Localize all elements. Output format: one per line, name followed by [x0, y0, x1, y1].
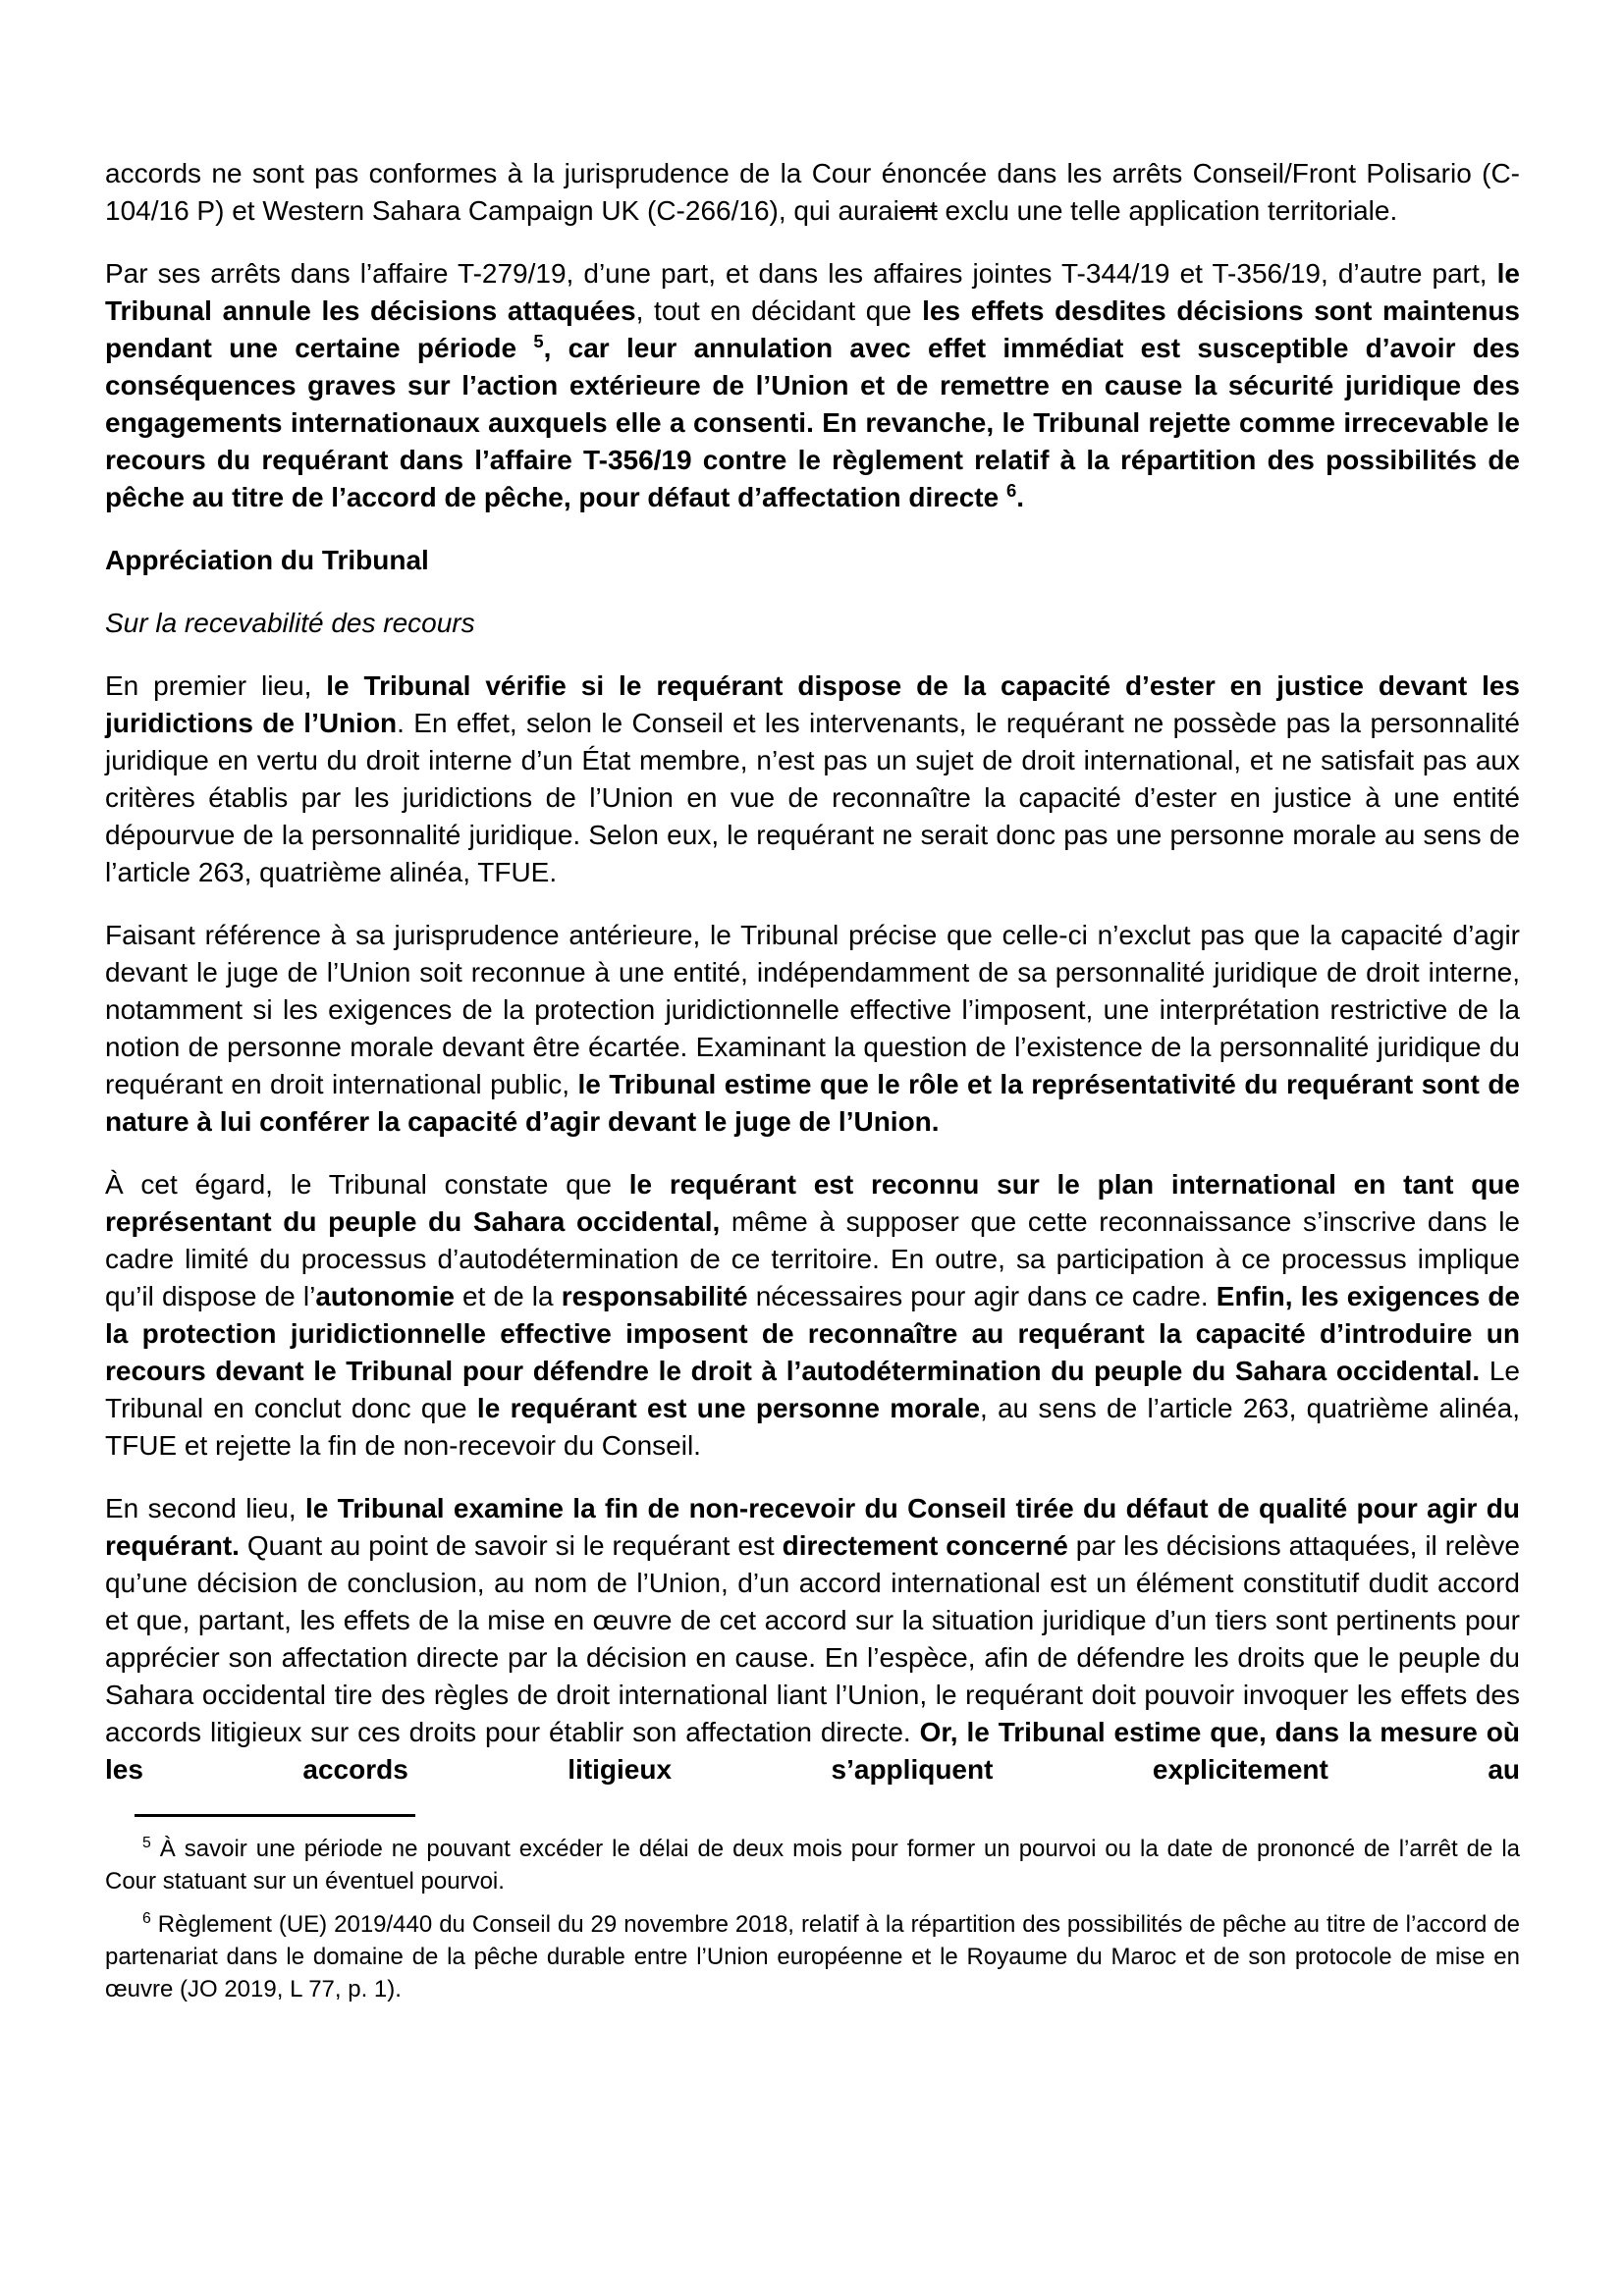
- footnote-separator: [135, 1814, 415, 1817]
- subsection-heading: [105, 605, 1520, 642]
- text-run: les effets desdites décisions sont maintenus pendant une certaine période: [105, 295, 1520, 363]
- paragraph: [105, 667, 1520, 891]
- text-run: Par ses arrêts dans l’affaire T-279/19, d’une part, et dans les affaires jointes T-344/19 et T-356/19, d’autre part,: [105, 258, 1497, 289]
- footnotes-section: [105, 1814, 1520, 2005]
- footnote: [105, 1908, 1520, 2005]
- paragraph: [105, 1490, 1520, 1789]
- text-run: . En effet, selon le Conseil et les intervenants, le requérant ne possède pas la personnalité juridique en vertu du droit interne d’un État membre, n’est pas un sujet de droit international, et ne satisfait pas aux critères établis par les juridictions de l’Union en vue de reconnaître la capacité d’ester en justice à une entité dépourvue de la personnalité juridique. Selon eux, le requérant ne serait donc pas une personne morale au sens de l’article 263, quatrième alinéa, TFUE.: [105, 708, 1520, 887]
- text-run: autonomie: [315, 1281, 455, 1311]
- text-run: Règlement (UE) 2019/440 du Conseil du 29 novembre 2018, relatif à la répartition des possibilités de pêche au titre de l’accord de partenariat dans le domaine de la pêche durable entre l’Union européenne et le Royaume du Maroc et de son protocole de mise en œuvre (JO 2019, L 77, p. 1).: [105, 1911, 1521, 2002]
- text-run: accords ne sont pas conformes à la jurisprudence de la Cour énoncée dans les arrêts Conseil/Front Polisario (C-104/16 P) et Western Sahara Campaign UK (C-266/16), qui aurai: [105, 158, 1520, 226]
- text-run: , au sens de l’article 263, quatrième alinéa, TFUE et rejette la fin de non-recevoir du Conseil.: [105, 1393, 1520, 1461]
- text-run: Or, le Tribunal estime que, dans la mesure où les accords litigieux s’appliquent explicitement au: [105, 1717, 1520, 1785]
- text-run: par les décisions attaquées, il relève qu’une décision de conclusion, au nom de l’Union, d’un accord international est un élément constitutif dudit accord et que, partant, les effets de la mise en œuvre de cet accord sur la situation juridique d’un tiers sont pertinents pour apprécier son affectation directe par la décision en cause. En l’espèce, afin de défendre les droits que le peuple du Sahara occidental tire des règles de droit international liant l’Union, le requérant doit pouvoir invoquer les effets des accords litigieux sur ces droits pour établir son affectation directe.: [105, 1530, 1520, 1747]
- text-run: exclu une telle application territoriale.: [937, 195, 1398, 226]
- text-run: Quant au point de savoir si le requérant est: [239, 1530, 783, 1561]
- paragraph: [105, 1166, 1520, 1465]
- text-run: et de la: [454, 1281, 562, 1311]
- footnote-marker: 6: [142, 1910, 151, 1928]
- text-run: nécessaires pour agir dans ce cadre.: [747, 1281, 1217, 1311]
- text-run: le Tribunal estime que le rôle et la représentativité du requérant sont de nature à lui conférer la capacité d’agir devant le juge de l’Union.: [105, 1069, 1520, 1137]
- text-run: En premier lieu,: [105, 670, 327, 701]
- text-run: Faisant référence à sa jurisprudence antérieure, le Tribunal précise que celle-ci n’exclut pas que la capacité d’agir devant le juge de l’Union soit reconnue à une entité, indépendamment de sa personnalité juridique de droit interne, notamment si les exigences de la protection juridictionnelle effective l’imposent, une interprétation restrictive de la notion de personne morale devant être écartée. Examinant la question de l’existence de la personnalité juridique du requérant en droit international public,: [105, 920, 1520, 1099]
- text-run: .: [1016, 482, 1025, 512]
- text-run: Enfin, les exigences de la protection juridictionnelle effective imposent de reconnaître au requérant la capacité d’introduire un recours devant le Tribunal pour défendre le droit à l’autodétermination du peuple du Sahara occidental.: [105, 1281, 1520, 1386]
- text-run: le Tribunal examine la fin de non-recevoir du Conseil tirée du défaut de qualité pour agir du requérant.: [105, 1493, 1521, 1561]
- text-run: ent: [898, 195, 938, 226]
- text-run: Le Tribunal en conclut donc que: [105, 1356, 1520, 1423]
- text-run: directement concerné: [782, 1530, 1068, 1561]
- footnote-reference: 5: [533, 330, 544, 351]
- text-run: À cet égard, le Tribunal constate que: [105, 1169, 629, 1200]
- text-run: le Tribunal vérifie si le requérant dispose de la capacité d’ester en justice devant les juridictions de l’Union: [105, 670, 1520, 738]
- footnote-reference: 6: [1005, 479, 1017, 501]
- text-run: le requérant est une personne morale: [476, 1393, 981, 1423]
- text-run: À savoir une période ne pouvant excéder le délai de deux mois pour former un pourvoi ou la date de prononcé de l’arrêt de la Cour statuant sur un éventuel pourvoi.: [105, 1836, 1521, 1895]
- text-run: , tout en décidant que: [635, 295, 923, 326]
- text-run: , car leur annulation avec effet immédiat est susceptible d’avoir des conséquences graves sur l’action extérieure de l’Union et de remettre en cause la sécurité juridique des engagements internationaux auxquels elle a consenti. En revanche, le Tribunal rejette comme irrecevable le recours du requérant dans l’affaire T-356/19 contre le règlement relatif à la répartition des possibilités de pêche au titre de l’accord de pêche, pour défaut d’affectation directe: [105, 333, 1521, 512]
- paragraph: [105, 255, 1520, 516]
- text-run: Appréciation du Tribunal: [105, 545, 429, 575]
- section-heading: [105, 542, 1520, 579]
- paragraph: [105, 155, 1520, 230]
- document-body: [105, 155, 1520, 1789]
- text-run: le Tribunal annule les décisions attaquées: [105, 258, 1520, 326]
- paragraph: [105, 917, 1520, 1141]
- text-run: même à supposer que cette reconnaissance s’inscrive dans le cadre limité du processus d’autodétermination de ce territoire. En outre, sa participation à ce processus implique qu’il dispose de l’: [105, 1206, 1521, 1311]
- footnote-marker: 5: [142, 1835, 151, 1852]
- text-run: Sur la recevabilité des recours: [105, 608, 475, 638]
- text-run: responsabilité: [561, 1281, 748, 1311]
- text-run: le requérant est reconnu sur le plan international en tant que représentant du peuple du Sahara occidental,: [105, 1169, 1520, 1237]
- footnote-list: [105, 1833, 1520, 2005]
- footnote: [105, 1833, 1520, 1897]
- text-run: En second lieu,: [105, 1493, 305, 1523]
